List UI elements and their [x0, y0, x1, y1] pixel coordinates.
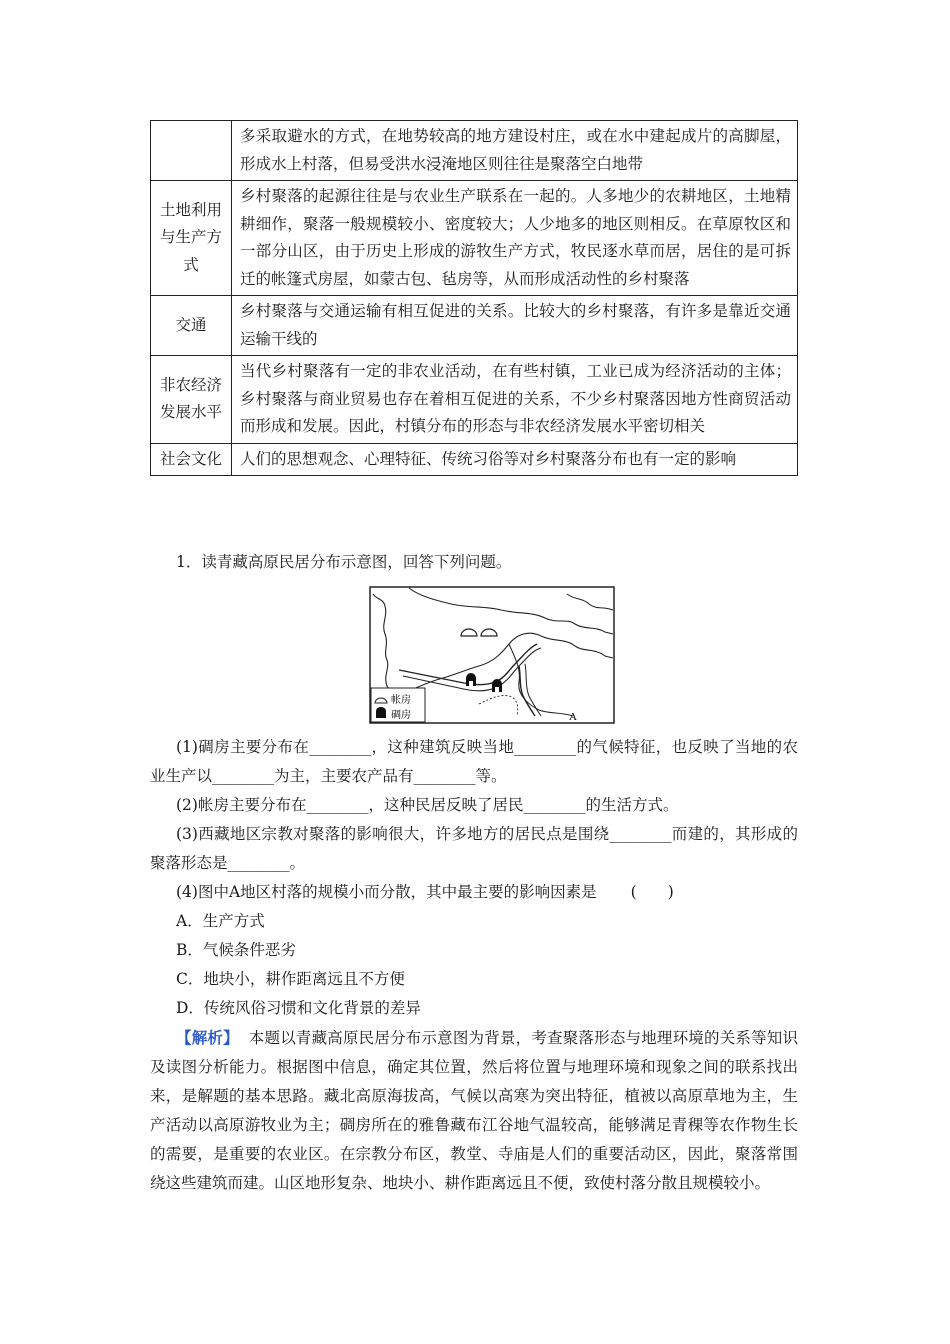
tibet-dwelling-map [369, 586, 615, 724]
analysis-text: 本题以青藏高原民居分布示意图为背景，考查聚落形态与地理环境的关系等知识及读图分析能力。根据图中信息，确定其位置，然后将位置与地理环境和现象之间的联系找出来，是解题的基本思路。藏北高原海拔高，气候以高寒为突出特征，植被以高原草地为主，生产活动以高原游牧业为主；碉房所在的雅鲁藏布江谷地气温较高，能够满足青稞等农作物生长的需要，是重要的农业区。在宗教分布区，教堂、寺庙是人们的重要活动区，因此，聚落常围绕这些建筑而建。山区地形复杂、地块小、耕作距离远且不便，致使村落分散且规模较小。 [150, 1029, 798, 1192]
factor-desc-cell: 乡村聚落与交通运输有相互促进的关系。比较大的乡村聚落，有许多是靠近交通运输干线的 [232, 296, 798, 356]
sub-question-2: (2)帐房主要分布在________，这种民居反映了居民________的生活方式。 [176, 796, 679, 814]
analysis-paragraph [150, 1023, 798, 1198]
table-row [151, 121, 798, 181]
factor-name-cell: 非农经济发展水平 [151, 356, 232, 444]
option-a: A．生产方式 [176, 912, 265, 930]
sub-question-4 [150, 878, 798, 907]
factor-name-cell [151, 121, 232, 181]
question-body [150, 733, 798, 1198]
option-c: C．地块小，耕作距离远且不方便 [176, 970, 405, 988]
sub-question-3: (3)西藏地区宗教对聚落的影响很大，许多地方的居民点是围绕________而建的，其形成的聚落形态是________。 [150, 825, 798, 872]
analysis-tag: 【解析】 [176, 1028, 239, 1047]
settlement-factors-table [150, 120, 798, 476]
question-title: 1．读青藏高原民居分布示意图，回答下列问题。 [176, 553, 512, 571]
legend-stone-label: 碉房 [391, 710, 411, 721]
sub-question-4-text: (4)图中A地区村落的规模小而分散，其中最主要的影响因素是 [176, 883, 597, 901]
factor-desc-cell: 当代乡村聚落有一定的非农业活动，在有些村镇，工业已成为经济活动的主体；乡村聚落与商业贸易也存在着相互促进的关系，不少乡村聚落因地方性商贸活动而形成和发展。因此，村镇分布的形态与非农经济发展水平密切相关 [232, 356, 798, 444]
map-label-a: A [569, 711, 577, 723]
table-row [151, 443, 798, 476]
factor-name-cell: 土地利用与生产方式 [151, 181, 232, 296]
legend-tent-label: 帐房 [391, 695, 411, 706]
table-row [151, 356, 798, 444]
table-row [151, 181, 798, 296]
factor-desc-cell: 人们的思想观念、心理特征、传统习俗等对乡村聚落分布也有一定的影响 [232, 443, 798, 476]
table-row [151, 296, 798, 356]
factor-desc-cell: 乡村聚落的起源往往是与农业生产联系在一起的。人多地少的农耕地区，土地精耕细作，聚落一般规模较小、密度较大；人少地多的地区则相反。在草原牧区和一部分山区，由于历史上形成的游牧生产方式，牧民逐水草而居，居住的是可拆迁的帐篷式房屋，如蒙古包、毡房等，从而形成活动性的乡村聚落 [232, 181, 798, 296]
factor-desc-cell: 多采取避水的方式，在地势较高的地方建设村庄，或在水中建起成片的高脚屋，形成水上村落，但易受洪水浸淹地区则往往是聚落空白地带 [232, 121, 798, 181]
sub-question-1: (1)碉房主要分布在________，这种建筑反映当地________的气候特征，也反映了当地的农业生产以________为主，主要农产品有________等。 [150, 738, 798, 785]
option-d: D．传统风俗习惯和文化背景的差异 [176, 999, 421, 1017]
option-b: B．气候条件恶劣 [176, 941, 296, 959]
answer-parens: ( ) [630, 883, 674, 901]
factor-name-cell: 交通 [151, 296, 232, 356]
factor-name-cell: 社会文化 [151, 443, 232, 476]
